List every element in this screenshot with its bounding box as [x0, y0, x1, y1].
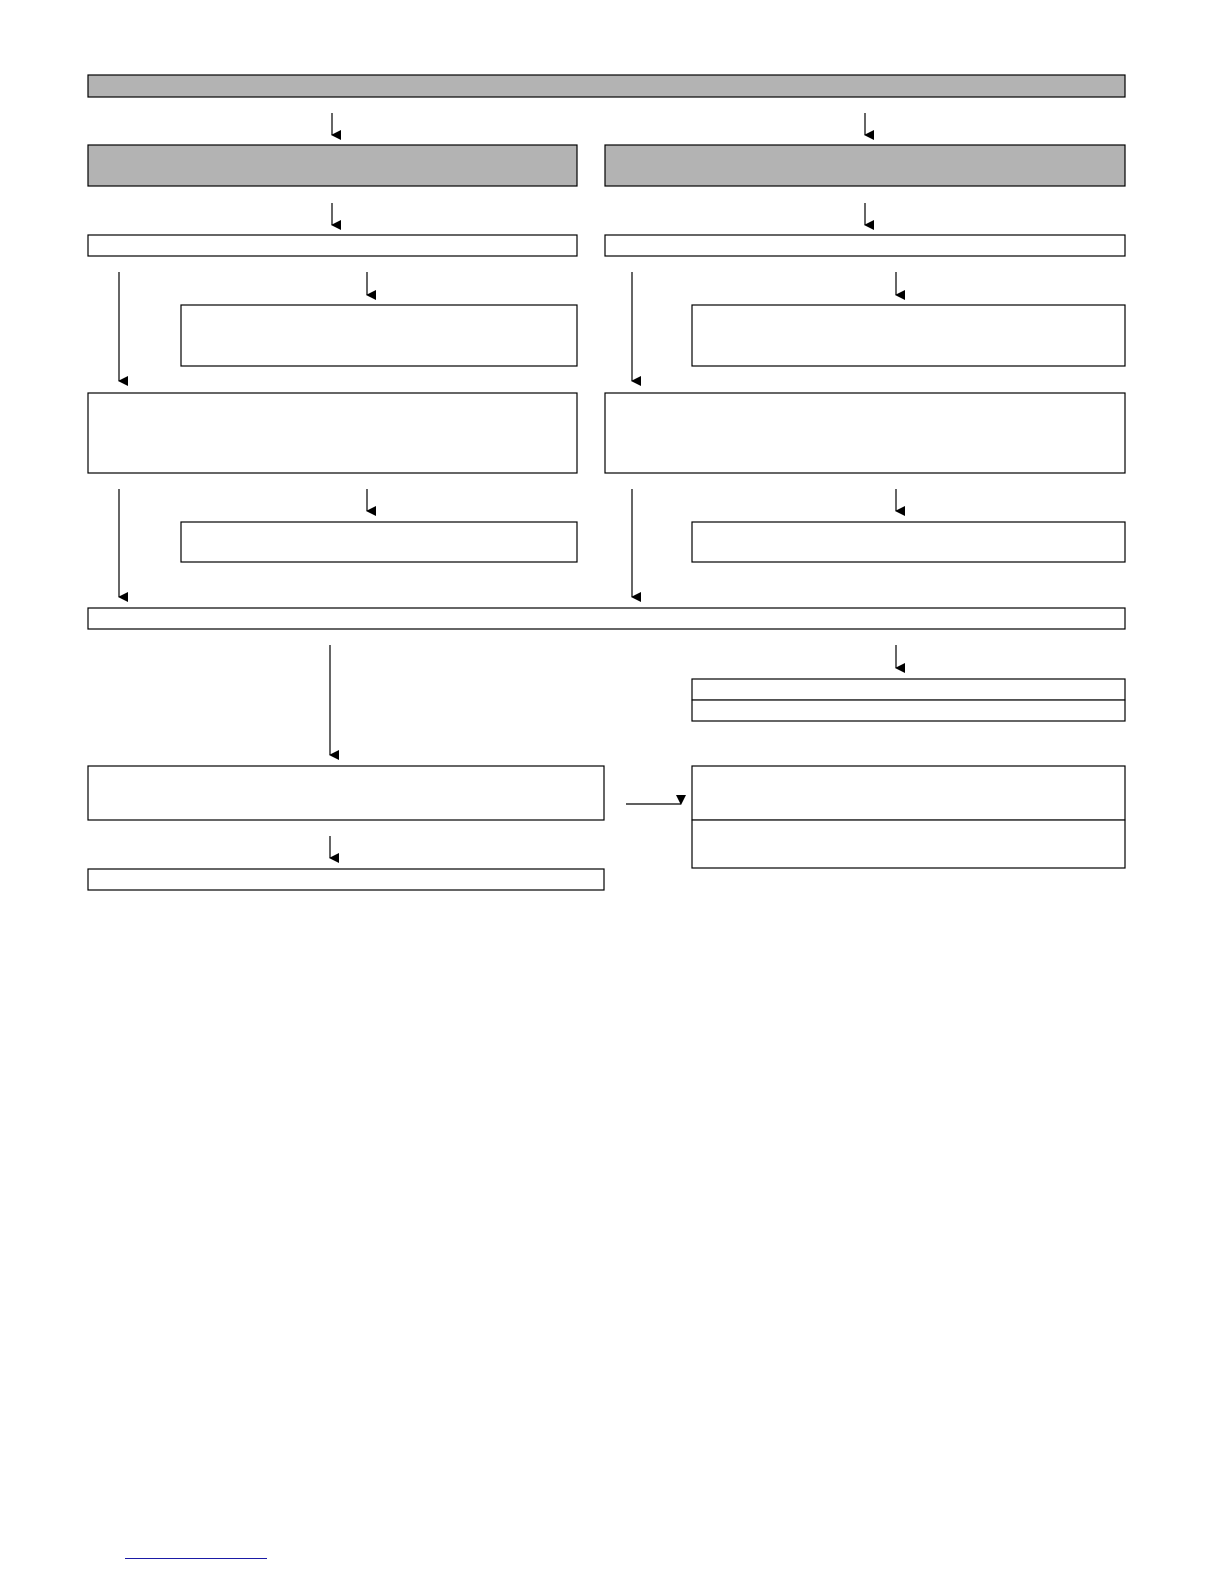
right-final-top-box [692, 766, 1125, 820]
merge-bar [88, 608, 1125, 629]
flowchart-boxes [88, 75, 1125, 890]
flowchart-connectors [119, 113, 896, 858]
footer-link-underline [125, 1558, 267, 1559]
left-shaded-box [88, 145, 577, 186]
right-shaded-box [605, 145, 1125, 186]
left-final-box [88, 766, 604, 820]
right-row1-box [605, 235, 1125, 256]
header-bar [88, 75, 1125, 97]
right-final-bottom-box [692, 820, 1125, 868]
right-step2-box [605, 393, 1125, 473]
right-result-top-box [692, 679, 1125, 700]
left-action1-box [181, 305, 577, 366]
left-action2-box [181, 522, 577, 562]
left-end-box [88, 869, 604, 890]
left-row1-box [88, 235, 577, 256]
left-step2-box [88, 393, 577, 473]
right-result-bottom-box [692, 700, 1125, 721]
right-action1-box [692, 305, 1125, 366]
right-action2-box [692, 522, 1125, 562]
